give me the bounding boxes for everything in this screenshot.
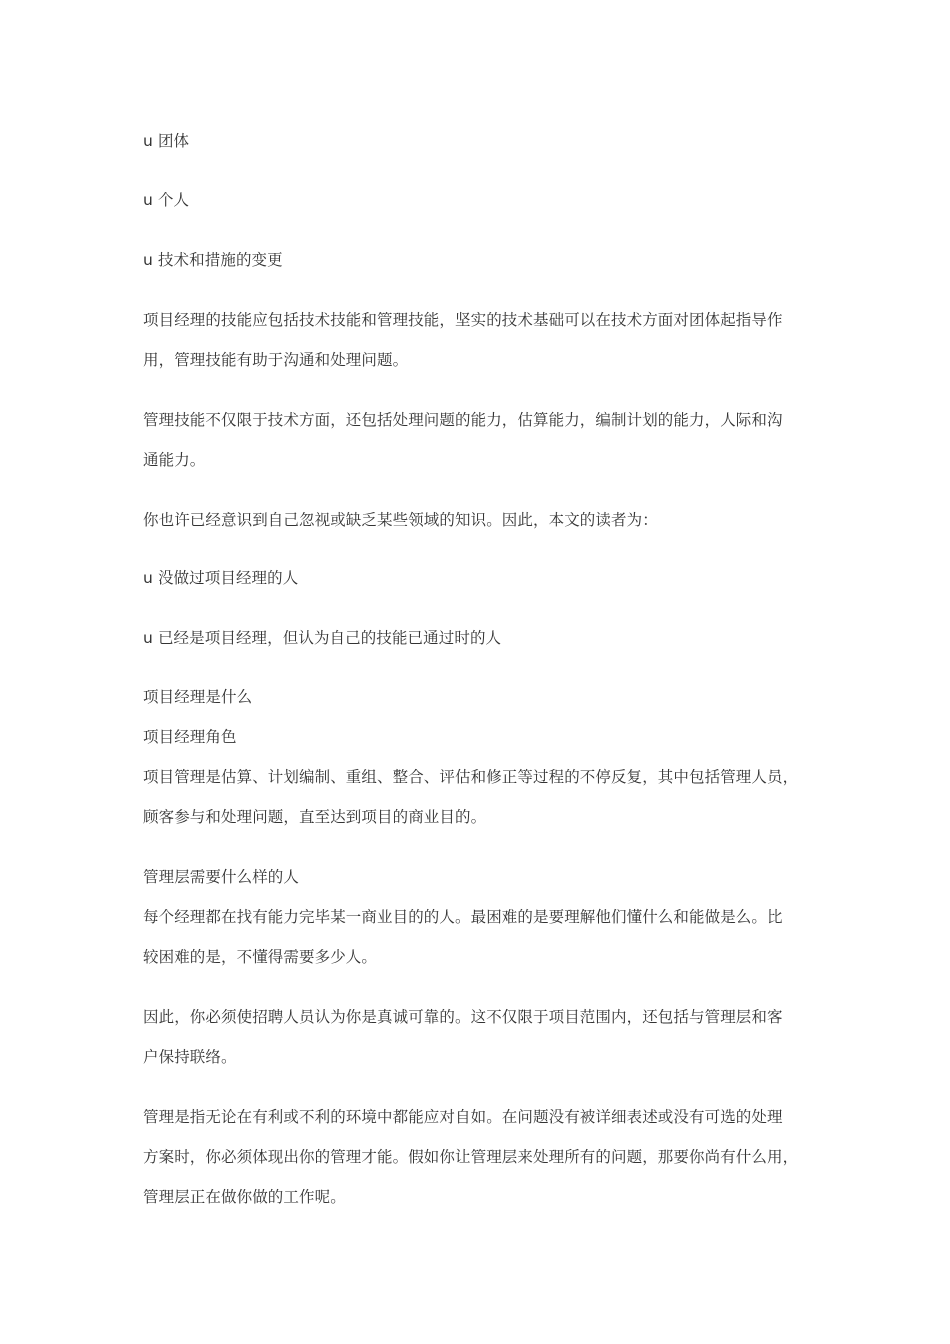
paragraph-line: 户保持联络。 bbox=[143, 1048, 237, 1066]
bullet-team: u 团体 bbox=[143, 132, 190, 150]
paragraph-line: 用，管理技能有助于沟通和处理问题。 bbox=[143, 351, 409, 369]
paragraph-line: 方案时，你必须体现出你的管理才能。假如你让管理层来处理所有的问题，那要你尚有什么用， bbox=[143, 1148, 799, 1166]
paragraph-line: 项目经理的技能应包括技术技能和管理技能，坚实的技术基础可以在技术方面对团体起指导作 bbox=[143, 311, 783, 329]
paragraph-line: 每个经理都在找有能力完毕某一商业目的的人。最困难的是要理解他们懂什么和能做是么。比 bbox=[143, 908, 783, 926]
paragraph-line: 因此，你必须使招聘人员认为你是真诚可靠的。这不仅限于项目范围内，还包括与管理层和客 bbox=[143, 1008, 783, 1026]
section-heading: 项目经理是什么 bbox=[143, 688, 253, 706]
bullet-individual: u 个人 bbox=[143, 191, 190, 209]
bullet-tech-changes: u 技术和措施的变更 bbox=[143, 251, 283, 269]
paragraph-line: 管理技能不仅限于技术方面，还包括处理问题的能力，估算能力，编制计划的能力，人际和沟 bbox=[143, 411, 783, 429]
bullet-existing-pm: u 已经是项目经理，但认为自己的技能已通过时的人 bbox=[143, 629, 502, 647]
subsection-heading: 管理层需要什么样的人 bbox=[143, 868, 300, 886]
paragraph-line: 通能力。 bbox=[143, 451, 206, 469]
paragraph-line: 顾客参与和处理问题，直至达到项目的商业目的。 bbox=[143, 808, 487, 826]
bullet-never-pm: u 没做过项目经理的人 bbox=[143, 569, 299, 587]
paragraph-line: 你也许已经意识到自己忽视或缺乏某些领域的知识。因此，本文的读者为： bbox=[143, 511, 658, 529]
paragraph-line: 管理层正在做你做的工作呢。 bbox=[143, 1188, 346, 1206]
subsection-heading: 项目经理角色 bbox=[143, 728, 237, 746]
paragraph-line: 项目管理是估算、计划编制、重组、整合、评估和修正等过程的不停反复，其中包括管理人员， bbox=[143, 768, 799, 786]
paragraph-line: 较困难的是，不懂得需要多少人。 bbox=[143, 948, 378, 966]
paragraph-line: 管理是指无论在有利或不利的环境中都能应对自如。在问题没有被详细表述或没有可选的处理 bbox=[143, 1108, 783, 1126]
